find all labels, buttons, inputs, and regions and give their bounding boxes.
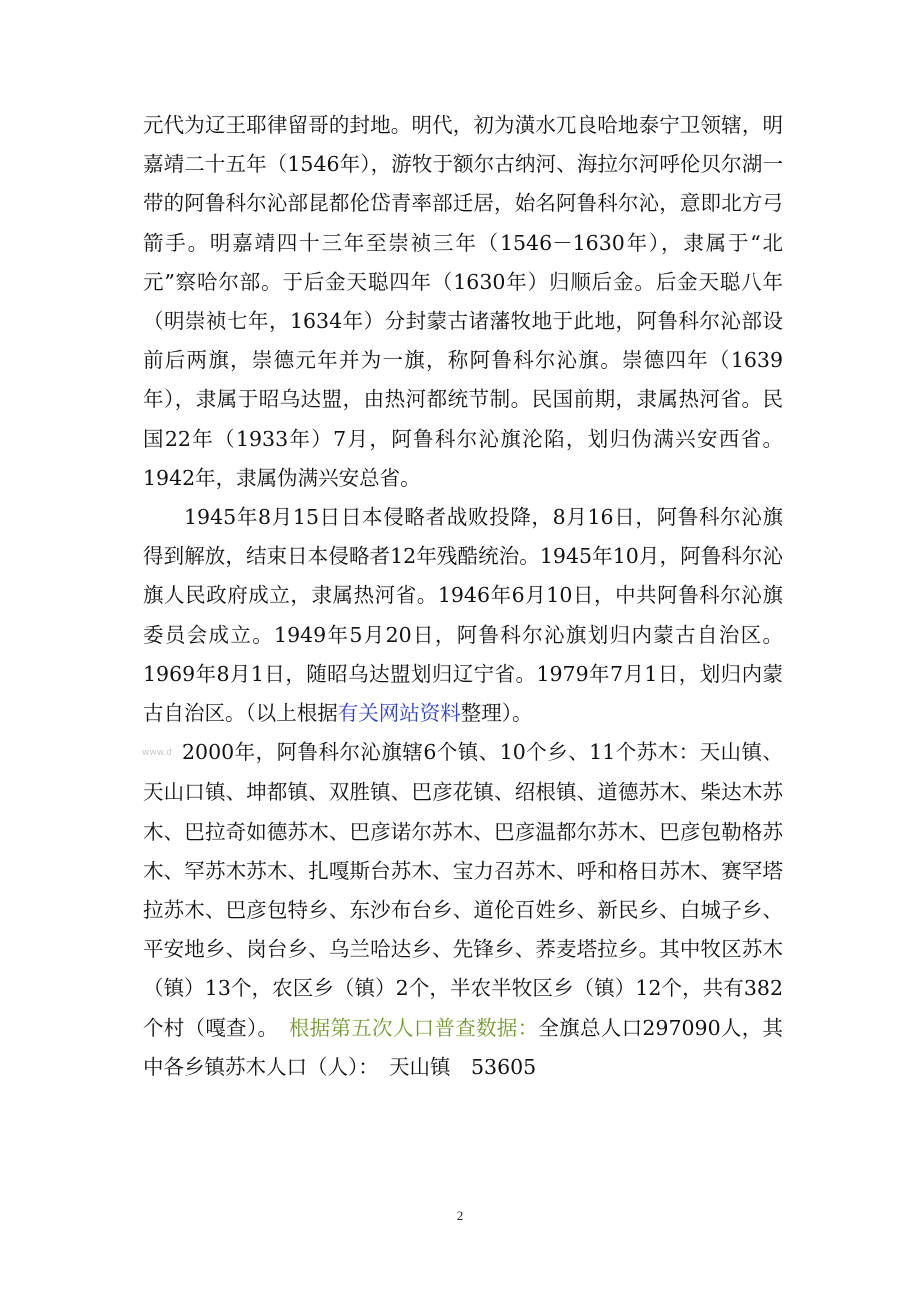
paragraph-text-end: 全旗总人口297090人，其中各乡镇苏木人口（人）： 天山镇 53605 [143, 1015, 783, 1079]
source-link[interactable]: 有关网站资料 [337, 701, 461, 726]
document-body [143, 106, 783, 1087]
paragraph-history-1945-1979 [143, 498, 783, 733]
paragraph-administrative-divisions [143, 733, 783, 1087]
paragraph-text: 2000年，阿鲁科尔沁旗辖6个镇、10个乡、11个苏木：天山镇、天山口镇、坤都镇、双胜镇、巴彦花镇、绍根镇、道德苏木、柴达木苏木、巴拉奇如德苏木、巴彦诺尔苏木、巴彦温都尔苏木、巴彦包勒格苏木、罕苏木苏木、扎嘎斯台苏木、宝力召苏木、呼和格日苏木、赛罕塔拉苏木、巴彦包特乡、东沙布台乡、道伦百姓乡、新民乡、白城子乡、平安地乡、岗台乡、乌兰哈达乡、先锋乡、荞麦塔拉乡。其中牧区苏木（镇）13个，农区乡（镇）2个，半农半牧区乡（镇）12个，共有382个村（嘎查）。 [143, 740, 783, 1040]
census-heading: 根据第五次人口普查数据： [288, 1015, 539, 1040]
paragraph-text-tail: 整理）。 [460, 701, 533, 726]
paragraph-history-yuan-ming-qing [143, 106, 783, 498]
page-number: 2 [456, 1208, 464, 1223]
watermark: www.d [142, 748, 172, 759]
paragraph-text: 1945年8月15日日本侵略者战败投降，8月16日，阿鲁科尔沁旗得到解放，结束日本侵略者12年残酷统治。1945年10月，阿鲁科尔沁旗人民政府成立，隶属热河省。1946年6月10日，中共阿鲁科尔沁旗委员会成立。1949年5月20日，阿鲁科尔沁旗划归内蒙古自治区。1969年8月1日，随昭乌达盟划归辽宁省。1979年7月1日，划归内蒙古自治区。（以上根据 [143, 505, 783, 726]
paragraph-text: 元代为辽王耶律留哥的封地。明代，初为潢水兀良哈地泰宁卫领辖，明嘉靖二十五年（1546年），游牧于额尔古纳河、海拉尔河呼伦贝尔湖一带的阿鲁科尔沁部昆都伦岱青率部迁居，始名阿鲁科尔沁，意即北方弓箭手。明嘉靖四十三年至崇祯三年（1546－1630年），隶属于“北元”察哈尔部。于后金天聪四年（1630年）归顺后金。后金天聪八年（明崇祯七年，1634年）分封蒙古诸藩牧地于此地，阿鲁科尔沁部设前后两旗，崇德元年并为一旗，称阿鲁科尔沁旗。崇德四年（1639年），隶属于昭乌达盟，由热河都统节制。民国前期，隶属热河省。民国22年（1933年）7月，阿鲁科尔沁旗沦陷，划归伪满兴安西省。1942年，隶属伪满兴安总省。 [143, 113, 783, 490]
